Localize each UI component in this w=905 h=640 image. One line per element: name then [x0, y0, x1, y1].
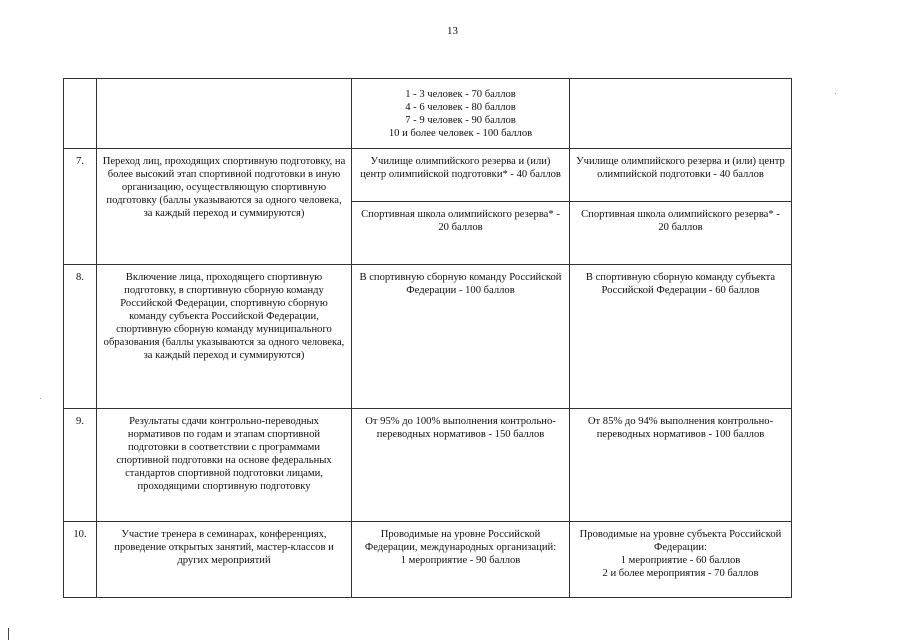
row-col-a: Училище олимпийского резерва и (или) центр олимпийской подготовки* - 40 баллов: [352, 149, 570, 202]
table-row: [64, 522, 792, 598]
score-line: Проводимые на уровне Российской Федерации, международных организаций:: [364, 529, 557, 553]
row-number: 7.: [64, 149, 97, 265]
row-description: Переход лиц, проходящих спортивную подготовку, на более высокий этап спортивной подготовки в иную организацию, осуществляющую спортивную подготовку (баллы указываются за одного человека, за каждый переход и суммируются): [97, 149, 352, 265]
row-description: Включение лица, проходящего спортивную подготовку, в спортивную сборную команду Российской Федерации, спортивную сборную команду субъекта Российской Федерации, спортивную сборную команду муниципального образования (баллы указываются за одного человека, за каждый переход и суммируются): [97, 265, 352, 409]
row-number: [64, 79, 97, 149]
score-line: 1 мероприятие - 90 баллов: [400, 555, 521, 566]
score-line: 10 и более человек - 100 баллов: [388, 128, 533, 139]
page-number: 13: [447, 25, 458, 37]
score-line: 1 мероприятие - 60 баллов: [620, 555, 741, 566]
row-number: 9.: [64, 409, 97, 522]
row-number: 10.: [64, 522, 97, 598]
row-col-b: [570, 79, 792, 149]
table-row: [64, 149, 792, 202]
row-col-b: От 85% до 94% выполнения контрольно-переводных нормативов - 100 баллов: [570, 409, 792, 522]
score-line: Проводимые на уровне субъекта Российской Федерации:: [579, 529, 782, 553]
row-col-a: В спортивную сборную команду Российской Федерации - 100 баллов: [352, 265, 570, 409]
score-line: 7 - 9 человек - 90 баллов: [405, 115, 516, 126]
row-col-a: Спортивная школа олимпийского резерва* - 20 баллов: [352, 202, 570, 265]
row-col-b: Спортивная школа олимпийского резерва* - 20 баллов: [570, 202, 792, 265]
table-row: [64, 265, 792, 409]
score-line: 1 - 3 человек - 70 баллов: [405, 89, 516, 100]
criteria-table: [63, 78, 792, 598]
row-col-a: [352, 79, 570, 149]
row-col-a: [352, 522, 570, 598]
score-line: 4 - 6 человек - 80 баллов: [405, 102, 516, 113]
table-row: [64, 79, 792, 149]
row-col-b: Училище олимпийского резерва и (или) центр олимпийской подготовки - 40 баллов: [570, 149, 792, 202]
row-description: [97, 79, 352, 149]
scan-speck: [835, 93, 836, 94]
scan-speck: [40, 398, 41, 399]
row-col-b: [570, 522, 792, 598]
score-line: 2 и более мероприятия - 70 баллов: [602, 568, 759, 579]
row-number: 8.: [64, 265, 97, 409]
scan-artifact: [8, 628, 9, 640]
table-row: [64, 409, 792, 522]
row-description: Результаты сдачи контрольно-переводных нормативов по годам и этапам спортивной подготовки в соответствии с программами спортивной подготовки на основе федеральных стандартов спортивной подготовки лицами, проходящими спортивную подготовку: [97, 409, 352, 522]
row-description: Участие тренера в семинарах, конференциях, проведение открытых занятий, мастер-классов и других мероприятий: [97, 522, 352, 598]
row-col-a: От 95% до 100% выполнения контрольно-переводных нормативов - 150 баллов: [352, 409, 570, 522]
row-col-b: В спортивную сборную команду субъекта Российской Федерации - 60 баллов: [570, 265, 792, 409]
